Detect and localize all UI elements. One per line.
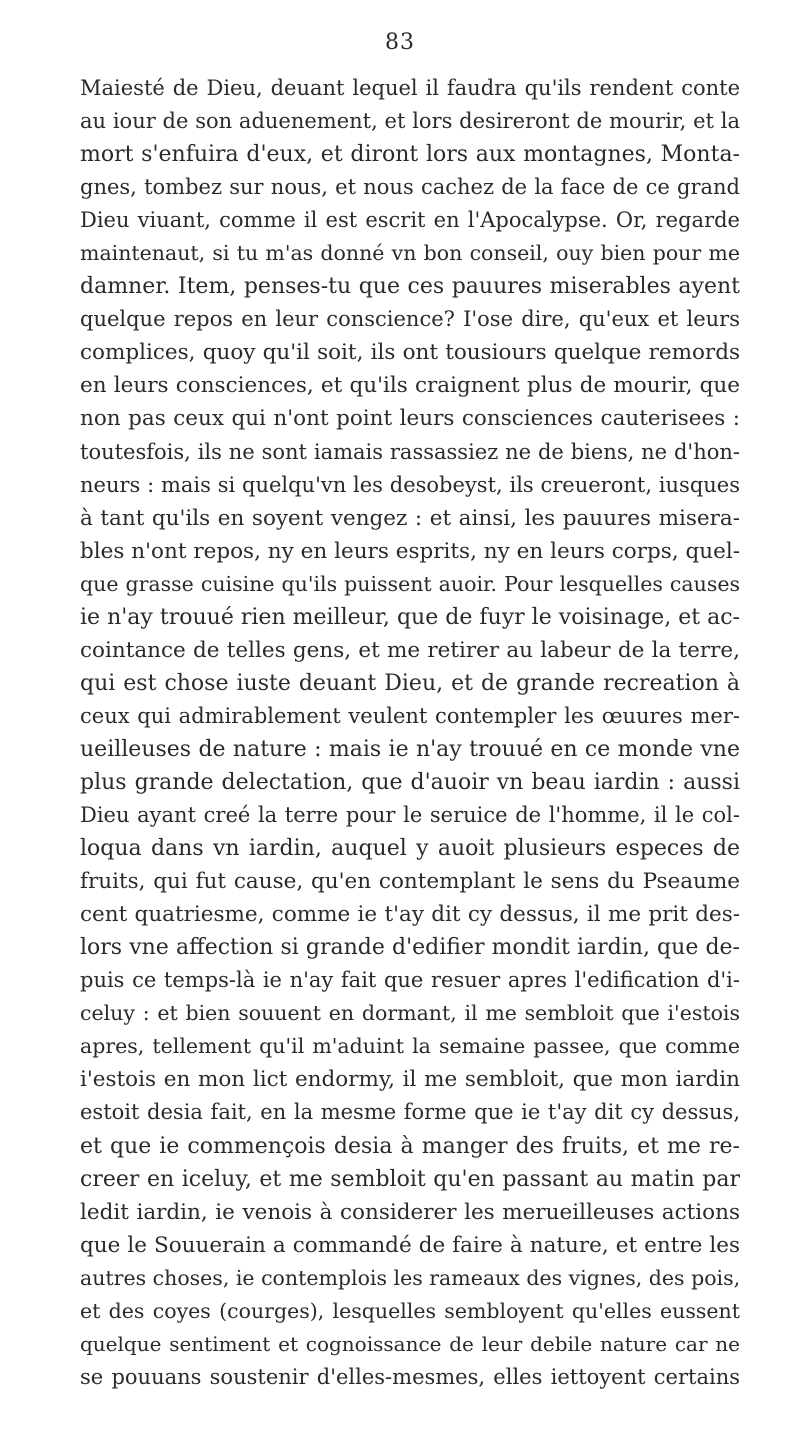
body-text (80, 72, 740, 1394)
text-line: cointance de telles gens, et me retirer au labeur de la terre, (80, 637, 740, 663)
text-line: bles n'ont repos, ny en leurs esprits, ny en leurs corps, quel- (80, 538, 740, 564)
text-line: ie n'ay trouué rien meilleur, que de fuyr le voisinage, et ac- (80, 604, 740, 630)
text-line: lors vne affection si grande d'edifier mondit iardin, que de- (80, 935, 740, 961)
text-line: Dieu ayant creé la terre pour le seruice de l'homme, il le col- (80, 803, 740, 828)
text-line: damner. Item, penses-tu que ces pauures miserables ayent (80, 274, 740, 300)
text-line: à tant qu'ils en soyent vengez : et ainsi, les pauures misera- (80, 505, 740, 531)
text-line: ueilleuses de nature : mais ie n'ay trouué en ce monde vne (80, 736, 740, 762)
text-line: qui est chose iuste deuant Dieu, et de grande recreation à (80, 670, 740, 696)
text-line: au iour de son aduenement, et lors desireront de mourir, et la (80, 109, 740, 134)
text-line: estoit desia fait, en la mesme forme que ie t'ay dit cy dessus, (80, 1100, 740, 1125)
text-line: maintenaut, si tu m'as donné vn bon conseil, ouy bien pour me (80, 241, 740, 266)
text-line: ledit iardin, ie venois à considerer les merueilleuses actions (80, 1199, 740, 1225)
text-line: plus grande delectation, que d'auoir vn beau iardin : aussi (80, 769, 740, 795)
text-line: Maiesté de Dieu, deuant lequel il faudra qu'ils rendent conte (80, 76, 740, 100)
text-line: se pouuans soustenir d'elles-mesmes, elles iettoyent certains (80, 1364, 740, 1389)
text-line: puis ce temps-là ie n'ay fait que resuer apres l'edification d'i- (80, 968, 740, 993)
text-line: cent quatriesme, comme ie t'ay dit cy dessus, il me prit des- (80, 902, 740, 928)
text-line: en leurs consciences, et qu'ils craignent plus de mourir, que (80, 373, 740, 399)
text-line: que grasse cuisine qu'ils puissent auoir. Pour lesquelles causes (80, 571, 740, 596)
text-line: quelque sentiment et cognoissance de leur debile nature car ne (80, 1331, 740, 1356)
text-line: loqua dans vn iardin, auquel y auoit plusieurs especes de (80, 836, 740, 862)
text-line: et que ie commençois desia à manger des fruits, et me re- (80, 1133, 740, 1159)
text-line: que le Souuerain a commandé de faire à nature, et entre les (80, 1232, 740, 1258)
text-line: apres, tellement qu'il m'aduint la semaine passee, que comme (80, 1034, 740, 1059)
text-line: non pas ceux qui n'ont point leurs consciences cauterisees : (80, 406, 740, 432)
text-line: ceux qui admirablement veulent contempler les œuures mer- (80, 703, 740, 728)
text-line: autres choses, ie contemplois les rameaux des vignes, des pois, (80, 1265, 740, 1290)
text-line: creer en iceluy, et me sembloit qu'en passant au matin par (80, 1166, 740, 1192)
text-line: et des coyes (courges), lesquelles sembloyent qu'elles eussent (80, 1298, 740, 1323)
text-line: Dieu viuant, comme il est escrit en l'Apocalypse. Or, regarde (80, 208, 740, 233)
text-line: i'estois en mon lict endormy, il me sembloit, que mon iardin (80, 1067, 740, 1093)
text-line: neurs : mais si quelqu'vn les desobeyst, ils creueront, iusques (80, 472, 740, 497)
text-line: quelque repos en leur conscience? I'ose dire, qu'eux et leurs (80, 307, 740, 332)
page-number: 83 (385, 30, 415, 55)
text-line: toutesfois, ils ne sont iamais rassassiez ne de biens, ne d'hon- (80, 439, 740, 464)
text-line: gnes, tombez sur nous, et nous cachez de la face de ce grand (80, 175, 740, 200)
text-line: mort s'enfuira d'eux, et diront lors aux montagnes, Monta- (80, 142, 740, 168)
text-line: fruits, qui fut cause, qu'en contemplant le sens du Pseaume (80, 869, 740, 895)
text-line: complices, quoy qu'il soit, ils ont tousiours quelque remords (80, 340, 740, 366)
text-line: celuy : et bien souuent en dormant, il me sembloit que i'estois (80, 1001, 740, 1026)
